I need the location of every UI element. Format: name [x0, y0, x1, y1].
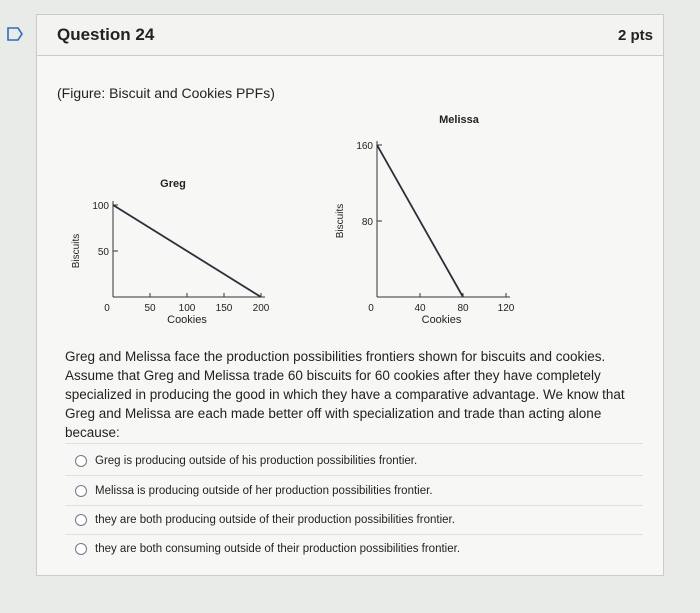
greg-y-tick-label: 100 — [92, 201, 109, 212]
answer-option-1[interactable] — [75, 455, 417, 467]
greg-x-axis-label: Cookies — [167, 314, 207, 326]
greg-ppf-line — [113, 205, 261, 297]
divider — [65, 475, 643, 476]
question-points: 2 pts — [617, 27, 653, 44]
melissa-y-tick-label: 160 — [356, 141, 373, 152]
answer-option-4[interactable] — [75, 543, 460, 555]
greg-x-tick-label: 50 — [144, 303, 156, 314]
greg-chart-title: Greg — [160, 178, 186, 190]
greg-x-tick-label: 0 — [104, 303, 110, 314]
divider — [65, 505, 643, 506]
answer-option-2[interactable] — [75, 485, 433, 497]
radio-button[interactable] — [75, 514, 87, 526]
question-card — [36, 14, 664, 576]
melissa-x-axis-label: Cookies — [421, 314, 462, 326]
answer-option-label: Melissa is producing outside of her production possibilities frontier. — [95, 485, 433, 497]
radio-button[interactable] — [75, 455, 87, 467]
question-body: Greg and Melissa face the production possibilities frontiers shown for biscuits and cookies. Assume that Greg and Melissa trade 60 biscuits for 60 cookies after they have completely specialized in producing the good in which they have a comparative advantage. We know that Greg and Melissa are each made better off with specialization and trade than acting alone because: — [65, 349, 625, 440]
melissa-y-axis-label: Biscuits — [335, 203, 346, 239]
radio-button[interactable] — [75, 543, 87, 555]
melissa-y-tick-label: 80 — [361, 217, 373, 228]
divider — [65, 443, 643, 444]
answer-option-label: they are both producing outside of their production possibilities frontier. — [95, 514, 455, 526]
melissa-x-tick-label: 120 — [497, 303, 515, 314]
melissa-x-tick-label: 80 — [457, 303, 469, 314]
melissa-ppf-line — [377, 145, 463, 297]
answer-option-label: they are both consuming outside of their production possibilities frontier. — [95, 543, 461, 555]
question-title: Question 24 — [57, 25, 155, 44]
ppf-charts — [37, 15, 663, 345]
greg-x-tick-label: 100 — [178, 303, 196, 314]
radio-button[interactable] — [75, 485, 87, 497]
melissa-x-tick-label: 0 — [368, 303, 374, 314]
melissa-x-tick-label: 40 — [414, 303, 426, 314]
figure-caption: (Figure: Biscuit and Cookies PPFs) — [57, 85, 275, 101]
greg-x-tick-label: 150 — [215, 303, 233, 314]
greg-y-tick-label: 50 — [97, 247, 109, 258]
divider — [65, 534, 643, 535]
answer-option-3[interactable] — [75, 514, 455, 526]
greg-y-axis-label: Biscuits — [71, 233, 82, 269]
answer-option-label: Greg is producing outside of his production possibilities frontier. — [95, 455, 418, 467]
flag-icon[interactable] — [7, 27, 23, 41]
melissa-chart-title: Melissa — [439, 114, 479, 126]
greg-x-tick-label: 200 — [252, 303, 270, 314]
